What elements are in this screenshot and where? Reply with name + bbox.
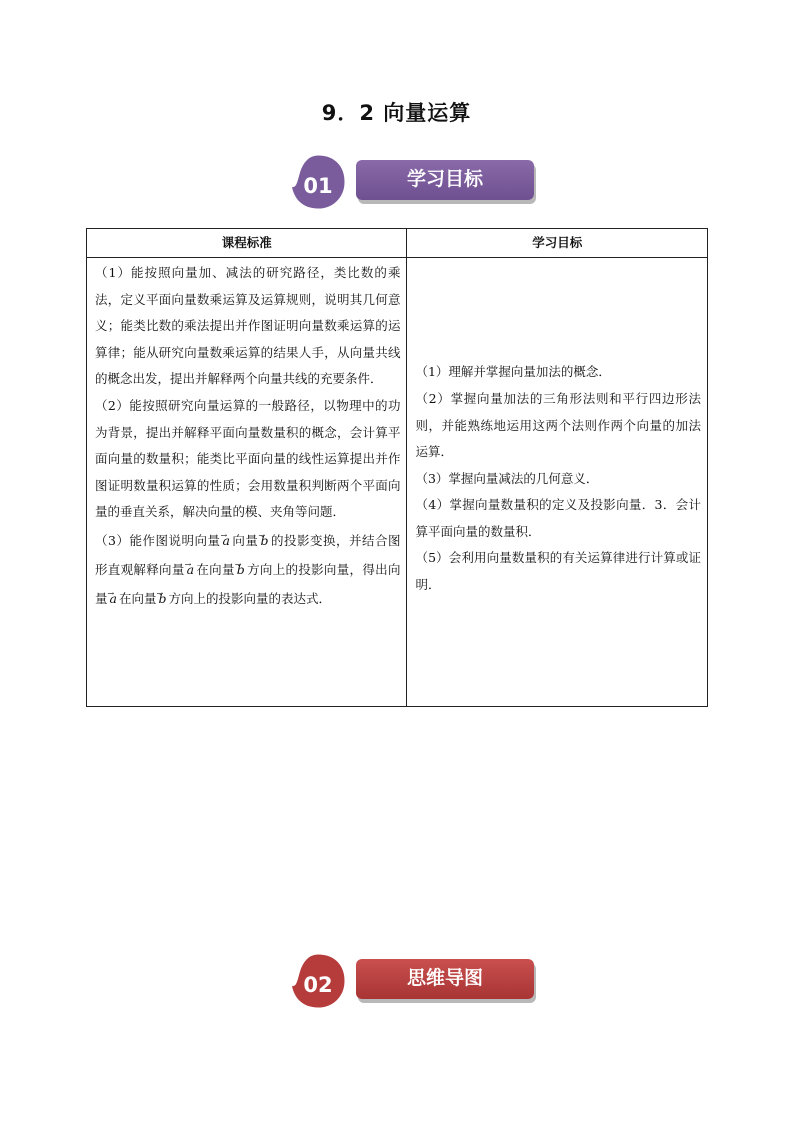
banner-label: 思维导图 [356,959,534,999]
section-banner-mind-map [286,953,536,1013]
banner-number: 01 [303,174,333,198]
goal-item-5: （5）会利用向量数量积的有关运算律进行计算或证明． [415,550,701,593]
standard-item-3 [95,526,400,613]
goal-item-3: （3）掌握向量减法的几何意义． [415,470,599,486]
text-segment: 方向上的投影向量，得出向量 [95,561,401,606]
text-segment: 在向量 [196,561,235,577]
standard-item-1: （1）能按照向量加、减法的研究路径，类比数的乘法，定义平面向量数乘运算及运算规则，说明其几何意义；能类比数的乘法提出并作图证明向量数乘运算的运算律；能从研究向量数乘运算的结果人手，从向量共线的概念出发，提出并解释两个向量共线的充要条件． [95,265,401,387]
text-segment: 向量 [231,532,259,548]
column-header-course-standard: 课程标准 [87,229,407,258]
text-segment: 的投影变换，并结合图形直观解释向量 [95,532,401,577]
text-segment: 在向量 [118,590,157,606]
vector-a-symbol: → a [108,591,119,606]
standard-item-2: （2）能按照研究向量运算的一般路径，以物理中的功为背景，提出并解释平面向量数量积的概念，会计算平面向量的数量积；能类比平面向量的线性运算提出并作图证明数量积运算的性质；会用数量积判断两个平面向量的垂直关系，解决向量的模、夹角等问题． [95,397,401,520]
vector-b-symbol: → b [258,533,270,548]
page-title: 9．2 向量运算 [321,101,472,125]
vector-a-symbol: → a [220,533,231,548]
vector-a-symbol: → a [185,562,196,577]
column-header-learning-goal: 学习目标 [407,229,708,258]
course-standard-cell [87,258,407,707]
text-segment: 方向上的投影向量的表达式． [168,590,332,606]
goal-item-4: （4）掌握向量数量积的定义及投影向量．3．会计算平面向量的数量积． [415,497,701,539]
banner-number: 02 [303,973,333,997]
learning-goal-cell [407,258,708,707]
banner-label: 学习目标 [356,160,534,200]
goal-item-2: （2）掌握向量加法的三角形法则和平行四边形法则，并能熟练地运用这两个法则作两个向量的加法运算． [415,390,701,460]
text-segment: （3）能作图说明向量 [95,532,221,548]
standards-table [86,228,708,707]
table-header-row [87,229,708,258]
vector-b-symbol: → b [235,562,247,577]
section-banner-learning-goals [286,154,536,214]
goal-item-1: （1）理解并掌握向量加法的概念． [415,364,611,380]
vector-b-symbol: → b [156,591,168,606]
table-row [87,258,708,707]
